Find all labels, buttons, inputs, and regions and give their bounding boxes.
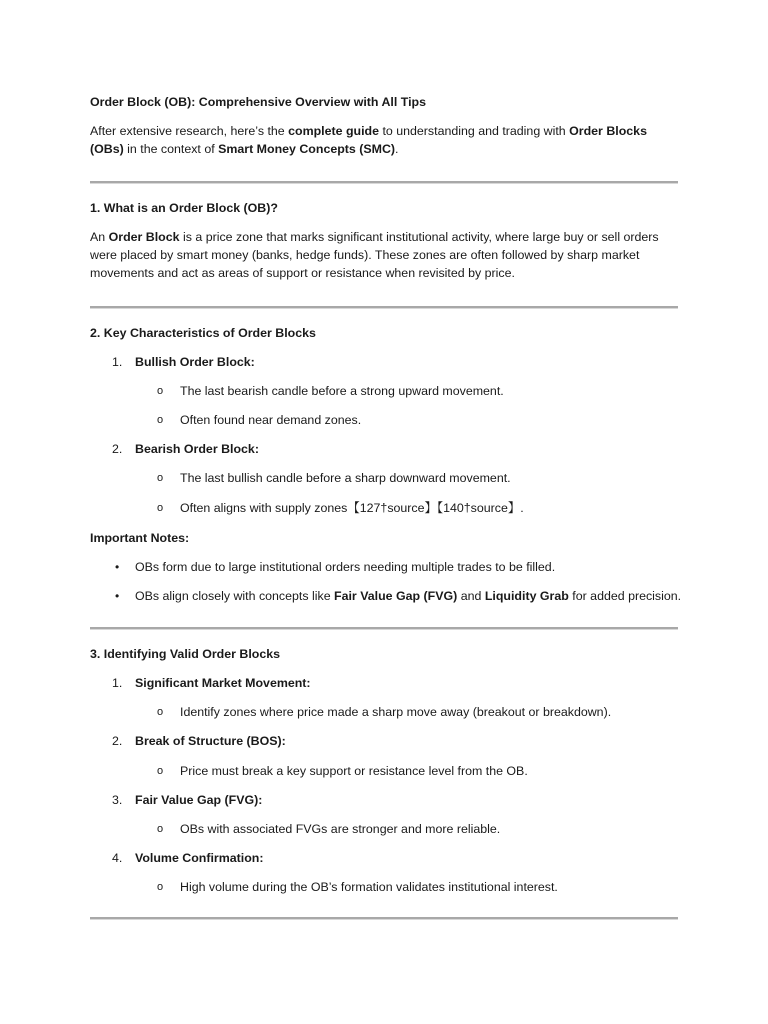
bullet-icon: • bbox=[115, 560, 120, 574]
section-divider bbox=[90, 306, 678, 309]
notes-heading: Important Notes: bbox=[90, 531, 190, 545]
sub-bullet-icon: o bbox=[157, 385, 164, 397]
section-1-paragraph: An Order Block is a price zone that marks significant institutional activity, where large buy or sell orders were placed by smart money (banks, hedge funds). These zones are often followed by sharp market movements and act as areas of support or resistance when revisited by price. bbox=[90, 230, 659, 280]
section-divider bbox=[90, 181, 678, 184]
sub-bullet-icon: o bbox=[157, 472, 164, 484]
note-item: OBs form due to large institutional orders needing multiple trades to be filled. bbox=[135, 560, 556, 574]
sub-list-item: OBs with associated FVGs are stronger and more reliable. bbox=[180, 822, 501, 836]
sub-list-item: Often aligns with supply zones【127†source】【140†source】. bbox=[180, 501, 524, 515]
list-number: 1. bbox=[112, 355, 123, 369]
list-item-label: Significant Market Movement: bbox=[135, 676, 311, 690]
sub-bullet-icon: o bbox=[157, 823, 164, 835]
sub-list-item: Often found near demand zones. bbox=[180, 413, 362, 427]
list-number: 4. bbox=[112, 851, 123, 865]
sub-list-item: High volume during the OB’s formation validates institutional interest. bbox=[180, 880, 558, 894]
section-divider bbox=[90, 917, 678, 920]
list-number: 2. bbox=[112, 442, 123, 456]
list-number: 1. bbox=[112, 676, 123, 690]
section-1-heading: 1. What is an Order Block (OB)? bbox=[90, 201, 278, 215]
note-item: OBs align closely with concepts like Fair Value Gap (FVG) and Liquidity Grab for added precision. bbox=[135, 589, 682, 603]
section-3-heading: 3. Identifying Valid Order Blocks bbox=[90, 647, 281, 661]
list-item-label: Bearish Order Block: bbox=[135, 442, 259, 456]
sub-bullet-icon: o bbox=[157, 881, 164, 893]
sub-bullet-icon: o bbox=[157, 765, 164, 777]
section-divider bbox=[90, 627, 678, 630]
sub-list-item: Price must break a key support or resistance level from the OB. bbox=[180, 764, 528, 778]
sub-list-item: Identify zones where price made a sharp move away (breakout or breakdown). bbox=[180, 705, 612, 719]
sub-list-item: The last bullish candle before a sharp downward movement. bbox=[180, 471, 511, 485]
bullet-icon: • bbox=[115, 589, 120, 603]
intro-paragraph: After extensive research, here’s the complete guide to understanding and trading with Order Blocks (OBs) in the context of Smart Money Concepts (SMC). bbox=[90, 124, 647, 156]
list-number: 3. bbox=[112, 793, 123, 807]
list-item-label: Volume Confirmation: bbox=[135, 851, 264, 865]
list-number: 2. bbox=[112, 734, 123, 748]
list-item-label: Break of Structure (BOS): bbox=[135, 734, 286, 748]
list-item-label: Bullish Order Block: bbox=[135, 355, 255, 369]
sub-bullet-icon: o bbox=[157, 502, 164, 514]
sub-bullet-icon: o bbox=[157, 706, 164, 718]
list-item-label: Fair Value Gap (FVG): bbox=[135, 793, 263, 807]
sub-bullet-icon: o bbox=[157, 414, 164, 426]
sub-list-item: The last bearish candle before a strong upward movement. bbox=[180, 384, 504, 398]
section-2-heading: 2. Key Characteristics of Order Blocks bbox=[90, 326, 316, 340]
page-title: Order Block (OB): Comprehensive Overview with All Tips bbox=[90, 95, 427, 109]
